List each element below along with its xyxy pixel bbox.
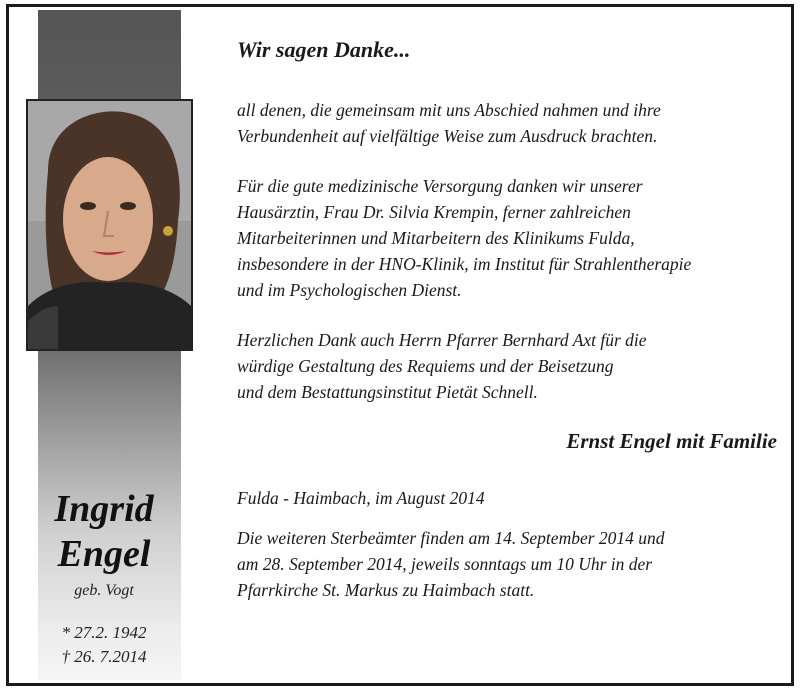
maiden-name: geb. Vogt: [74, 582, 134, 599]
portrait-image: [28, 101, 191, 349]
life-dates: [34, 621, 174, 669]
portrait-photo: [26, 99, 193, 351]
text-line: am 28. September 2014, jeweils sonntags um 10 Uhr in der: [237, 554, 653, 574]
text-line: all denen, die gemeinsam mit uns Abschied nahmen und ihre: [237, 100, 661, 120]
medical-thanks-paragraph: [237, 173, 777, 303]
first-name: Ingrid: [54, 488, 154, 530]
text-line: und dem Bestattungsinstitut Pietät Schnell.: [237, 382, 538, 402]
birth-date: * 27.2. 1942: [61, 623, 147, 642]
text-line: insbesondere in der HNO-Klinik, im Institut für Strahlentherapie: [237, 254, 692, 274]
text-line: Die weiteren Sterbeämter finden am 14. September 2014 und: [237, 528, 665, 548]
place-date: Fulda - Haimbach, im August 2014: [237, 488, 485, 508]
text-line: Mitarbeiterinnen und Mitarbeitern des Klinikums Fulda,: [237, 228, 635, 248]
signature: Ernst Engel mit Familie: [566, 429, 777, 453]
text-line: Pfarrkirche St. Markus zu Haimbach statt.: [237, 580, 535, 600]
text-line: würdige Gestaltung des Requiems und der Beisetzung: [237, 356, 614, 376]
text-line: Herzlichen Dank auch Herrn Pfarrer Bernhard Axt für die: [237, 330, 647, 350]
last-name: Engel: [57, 533, 151, 575]
thanks-paragraph: [237, 97, 777, 149]
text-line: und im Psychologischen Dienst.: [237, 280, 462, 300]
notice-heading: Wir sagen Danke...: [237, 37, 411, 62]
notice-frame: [6, 4, 794, 686]
church-thanks-paragraph: [237, 327, 777, 405]
text-line: Für die gute medizinische Versorgung danken wir unserer: [237, 176, 643, 196]
death-date: † 26. 7.2014: [61, 647, 147, 666]
text-line: Verbundenheit auf vielfältige Weise zum Ausdruck brachten.: [237, 126, 658, 146]
service-paragraph: [237, 525, 777, 603]
notice-content: [237, 37, 777, 627]
deceased-name: [34, 487, 174, 577]
text-line: Hausärztin, Frau Dr. Silvia Krempin, ferner zahlreichen: [237, 202, 631, 222]
